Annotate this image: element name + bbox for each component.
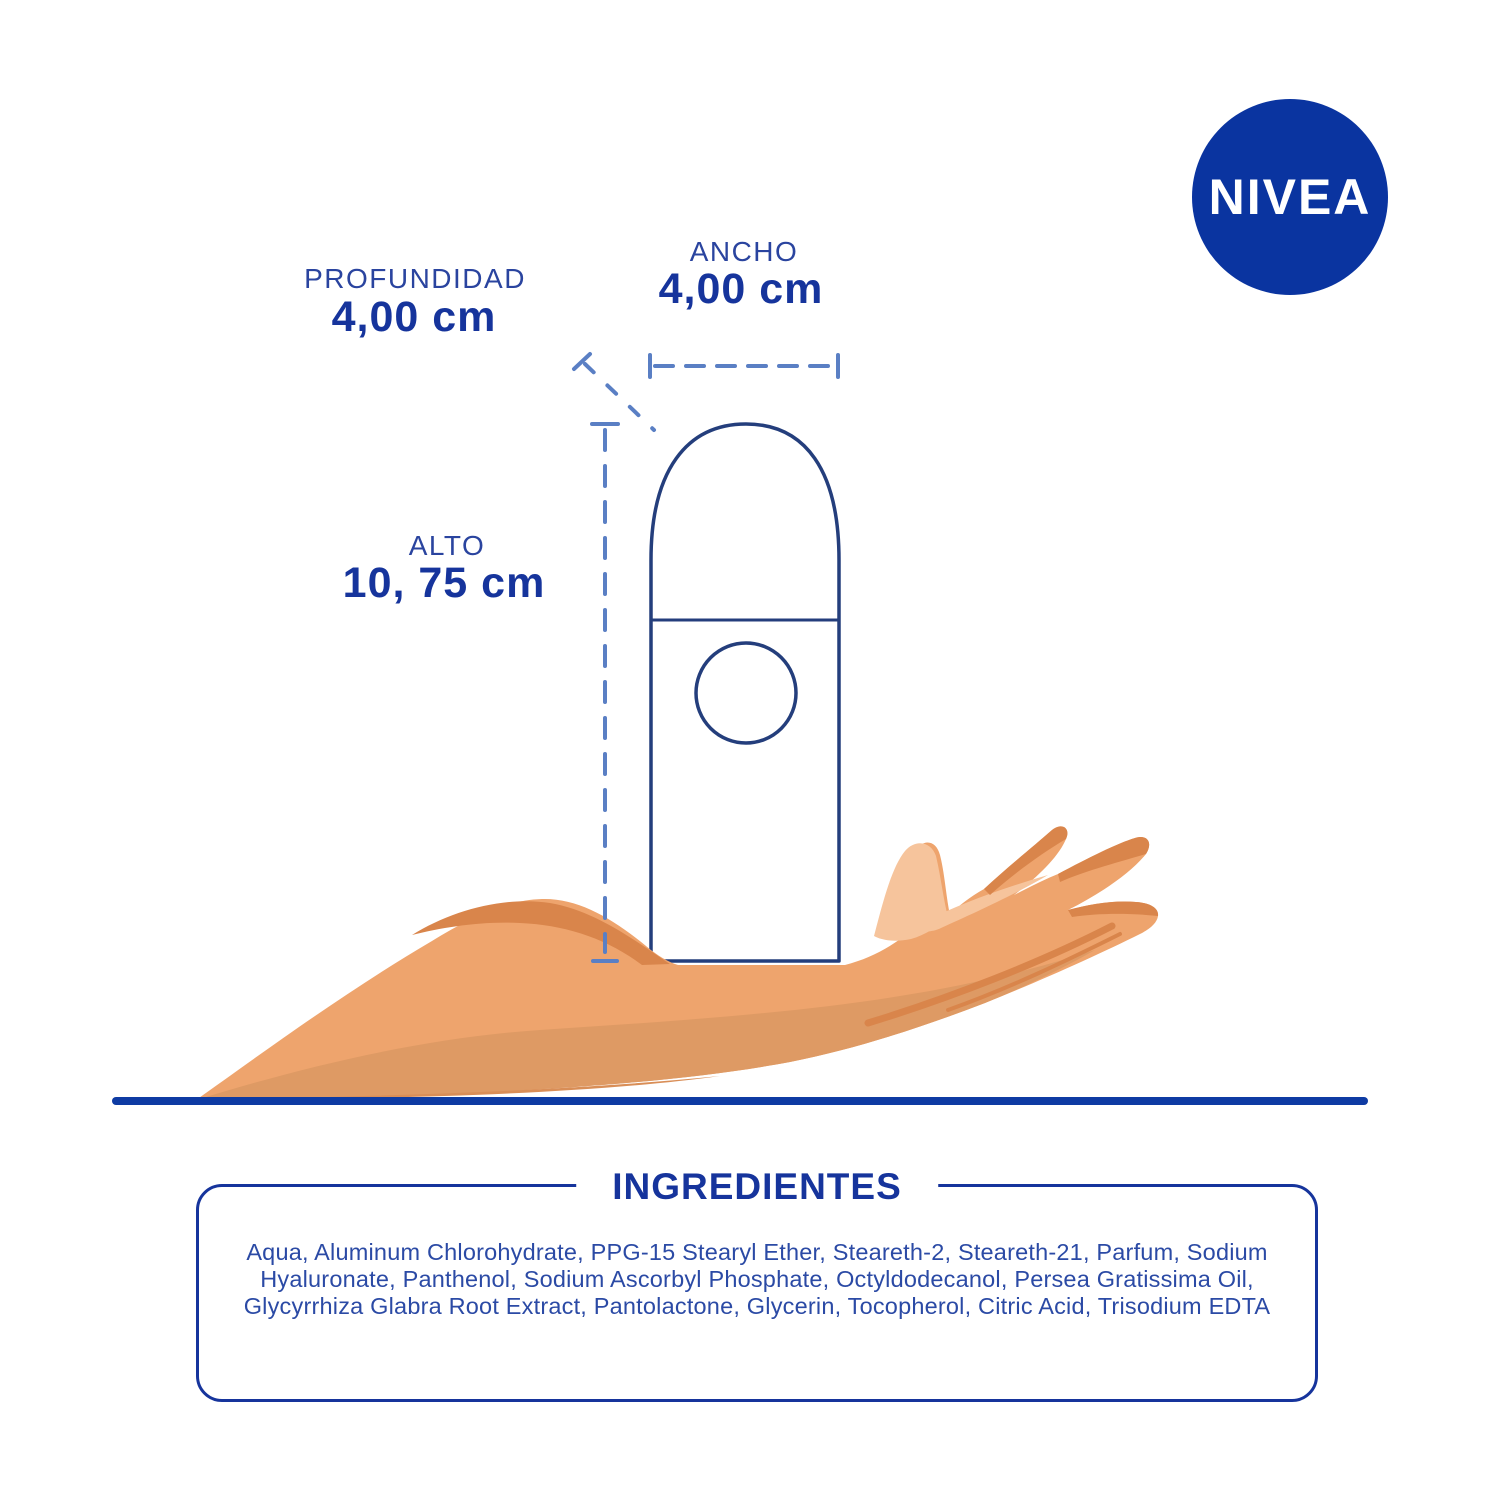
ground-line — [112, 1097, 1368, 1105]
width-value: 4,00 cm — [658, 265, 824, 313]
depth-measure-line — [574, 354, 654, 430]
depth-label: PROFUNDIDAD — [304, 263, 526, 294]
nivea-logo — [1192, 99, 1388, 295]
ingredients-text — [199, 1239, 1315, 1320]
ingredients-line: Hyaluronate, Panthenol, Sodium Ascorbyl Phosphate, Octyldodecanol, Persea Gratissima Oil, — [260, 1266, 1254, 1292]
depth-value: 4,00 cm — [331, 293, 497, 341]
nivea-logo-text: NIVEA — [1208, 169, 1372, 225]
height-label: ALTO — [408, 530, 486, 561]
ingredients-line: Aqua, Aluminum Chlorohydrate, PPG-15 Stearyl Ether, Steareth-2, Steareth-21, Parfum, Sodium — [246, 1239, 1268, 1265]
width-label: ANCHO — [689, 236, 799, 267]
width-measure-line — [650, 355, 838, 377]
rollon-bottle-outline — [651, 424, 839, 961]
ingredients-line: Glycyrrhiza Glabra Root Extract, Pantolactone, Glycerin, Tocopherol, Citric Acid, Trisodium EDTA — [243, 1293, 1271, 1319]
ingredients-title: INGREDIENTES — [576, 1166, 938, 1208]
bottle-roller-ball — [696, 643, 796, 743]
height-value: 10, 75 cm — [342, 559, 546, 607]
ingredients-box — [196, 1166, 1318, 1402]
height-measure-line — [592, 424, 618, 961]
